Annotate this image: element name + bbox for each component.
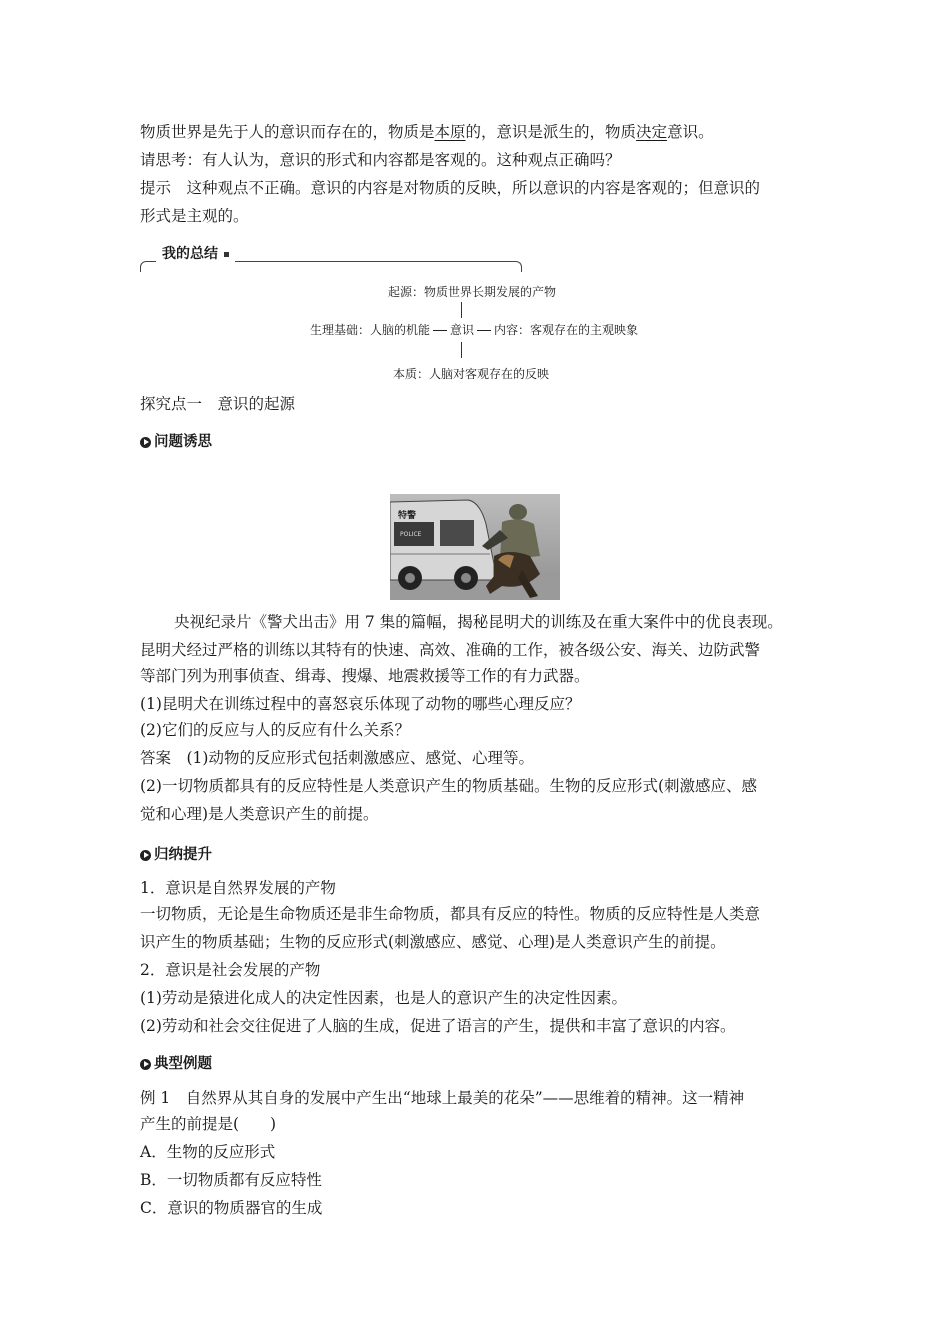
intro-line-1: 物质世界是先于人的意识而存在的，物质是本原的，意识是派生的，物质决定意识。 <box>140 123 714 141</box>
hint-line-1: 提示 这种观点不正确。意识的内容是对物质的反映，所以意识的内容是客观的；但意识的 <box>140 179 761 197</box>
point-text-1a: 一切物质，无论是生命物质还是非生命物质，都具有反应的特性。物质的反应特性是人类意 <box>140 905 761 923</box>
play-circle-icon <box>140 1059 151 1070</box>
passage-line-3: 等部门列为刑事侦查、缉毒、搜爆、地震救援等工作的有力武器。 <box>140 667 590 685</box>
play-circle-icon <box>140 437 151 448</box>
option-a: A．生物的反应形式 <box>140 1143 276 1161</box>
play-circle-icon <box>140 850 151 861</box>
option-c: C．意识的物质器官的生成 <box>140 1199 323 1217</box>
example-question-line-1: 例 1 自然界从其自身的发展中产生出“地球上最美的花朵”——思维着的精神。这一精神 <box>140 1089 745 1107</box>
point-text-1b: 识产生的物质基础；生物的反应形式(刺激感应、感觉、心理)是人类意识产生的前提。 <box>140 933 726 951</box>
example-question-line-2: 产生的前提是( ) <box>140 1115 277 1133</box>
point-text-2b: (2)劳动和社会交往促进了人脑的生成，促进了语言的产生，提供和丰富了意识的内容。 <box>140 1017 736 1035</box>
summary-origin: 起源：物质世界长期发展的产物 <box>388 285 557 299</box>
think-question: 请思考：有人认为，意识的形式和内容都是客观的。这种观点正确吗？ <box>140 151 621 169</box>
hint-line-2: 形式是主观的。 <box>140 207 249 225</box>
section-heading-summary: 归纳提升 <box>140 845 212 865</box>
underlined-word-decide: 决定 <box>636 123 668 141</box>
summary-heading: 我的总结 <box>156 244 235 264</box>
explore-title: 探究点一 意识的起源 <box>140 395 296 413</box>
question-1: (1)昆明犬在训练过程中的喜怒哀乐体现了动物的哪些心理反应？ <box>140 695 581 713</box>
point-heading-1: 1．意识是自然界发展的产物 <box>140 879 336 897</box>
summary-essence: 本质：人脑对客观存在的反映 <box>393 367 550 381</box>
passage-line-1: 央视纪录片《警犬出击》用 7 集的篇幅，揭秘昆明犬的训练及在重大案件中的优良表现。 <box>174 613 783 631</box>
underlined-word-origin: 本原 <box>434 123 466 141</box>
question-2: (2)它们的反应与人的反应有什么关系？ <box>140 721 410 739</box>
passage-line-2: 昆明犬经过严格的训练以其特有的快速、高效、准确的工作，被各级公安、海关、边防武警 <box>140 641 761 659</box>
svg-text:POLICE: POLICE <box>400 531 422 538</box>
square-bullet-icon <box>224 252 229 257</box>
connector-line-top <box>461 302 462 318</box>
summary-middle-row: 生理基础：人脑的机能 意识 内容：客观存在的主观映象 <box>310 323 639 337</box>
police-dog-photo <box>390 494 560 600</box>
connector-line-bottom <box>461 342 462 358</box>
answer-line-3: 觉和心理)是人类意识产生的前提。 <box>140 805 379 823</box>
svg-text:特警: 特警 <box>398 511 417 521</box>
answer-line-2: (2)一切物质都具有的反应特性是人类意识产生的物质基础。生物的反应形式(刺激感应、感 <box>140 777 758 795</box>
section-heading-example: 典型例题 <box>140 1054 212 1074</box>
point-text-2a: (1)劳动是猿进化成人的决定性因素，也是人的意识产生的决定性因素。 <box>140 989 627 1007</box>
section-heading-inquiry: 问题诱思 <box>140 432 212 452</box>
point-heading-2: 2．意识是社会发展的产物 <box>140 961 321 979</box>
answer-line-1: 答案 (1)动物的反应形式包括刺激感应、感觉、心理等。 <box>140 749 534 767</box>
option-b: B．一切物质都有反应特性 <box>140 1171 322 1189</box>
